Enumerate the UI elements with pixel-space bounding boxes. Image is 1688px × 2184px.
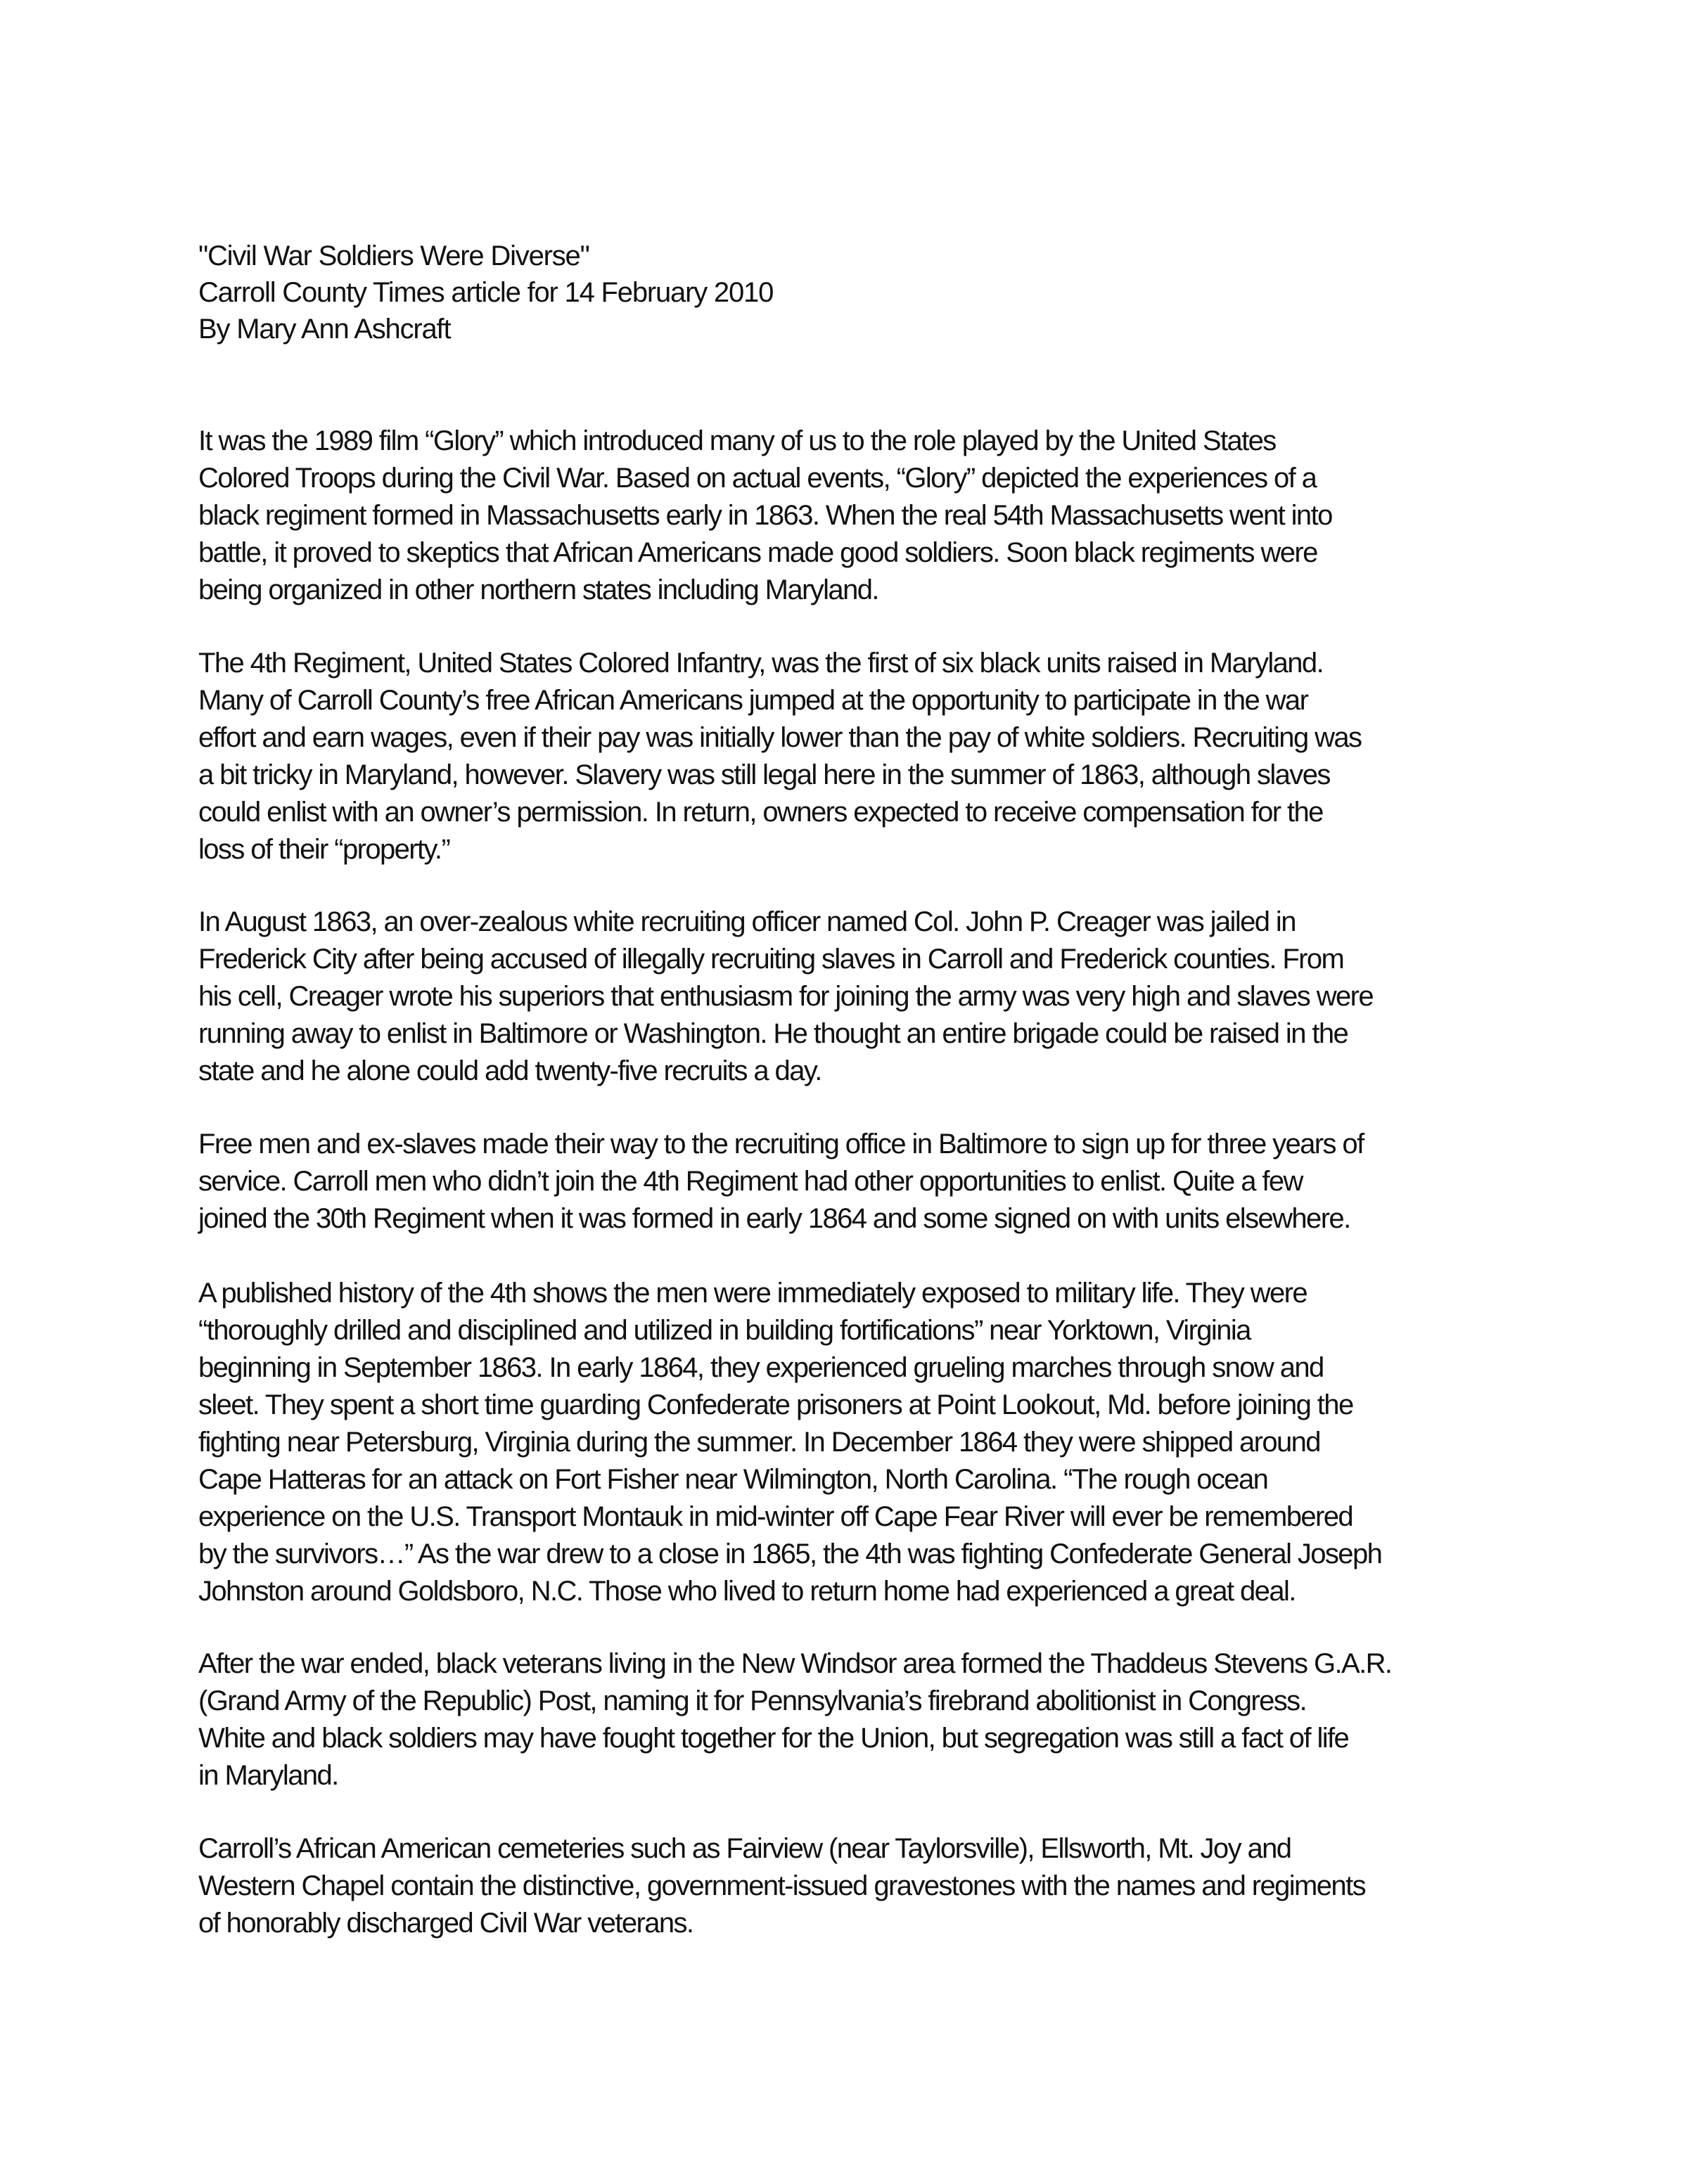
text-line: After the war ended, black veterans living in the New Windsor area formed the Thaddeus Stevens G.A.R. [198,1648,1392,1679]
text-line: service. Carroll men who didn’t join the 4th Regiment had other opportunities to enlist. Quite a few [198,1166,1303,1197]
text-line: battle, it proved to skeptics that African Americans made good soldiers. Soon black regiments were [198,537,1317,568]
paragraph-7 [198,1830,1535,1942]
text-line: beginning in September 1863. In early 1864, they experienced grueling marches through snow and [198,1352,1324,1383]
text-line: joined the 30th Regiment when it was formed in early 1864 and some signed on with units elsewhere. [198,1203,1350,1234]
paragraph-6 [198,1645,1535,1794]
text-line: fighting near Petersburg, Virginia during the summer. In December 1864 they were shipped around [198,1427,1320,1458]
article-header [198,238,773,347]
text-line: effort and earn wages, even if their pay was initially lower than the pay of white soldiers. Recruiting was [198,722,1362,753]
text-line: sleet. They spent a short time guarding Confederate prisoners at Point Lookout, Md. before joining the [198,1389,1353,1420]
text-line: his cell, Creager wrote his superiors that enthusiasm for joining the army was very high and slaves were [198,981,1373,1012]
text-line: A published history of the 4th shows the men were immediately exposed to military life. They were [198,1278,1307,1309]
paragraph-1 [198,423,1535,609]
paragraph-4 [198,1126,1535,1238]
text-line: Many of Carroll County’s free African Americans jumped at the opportunity to participate in the war [198,685,1308,716]
text-line: Johnston around Goldsboro, N.C. Those who lived to return home had experienced a great deal. [198,1576,1296,1607]
paragraph-2 [198,645,1535,868]
text-line: by the survivors…” As the war drew to a close in 1865, the 4th was fighting Confederate General Joseph [198,1539,1382,1569]
text-line: Carroll’s African American cemeteries such as Fairview (near Taylorsville), Ellsworth, Mt. Joy and [198,1833,1291,1864]
text-line: state and he alone could add twenty-five recruits a day. [198,1055,821,1086]
text-line: “thoroughly drilled and disciplined and utilized in building fortifications” near Yorktown, Virginia [198,1315,1251,1346]
article-title: "Civil War Soldiers Were Diverse" [198,240,589,271]
paragraph-3 [198,904,1535,1090]
text-line: of honorably discharged Civil War veterans. [198,1908,693,1939]
text-line: running away to enlist in Baltimore or Washington. He thought an entire brigade could be raised in the [198,1018,1348,1049]
byline: By Mary Ann Ashcraft [198,314,451,345]
text-line: White and black soldiers may have fought together for the Union, but segregation was still a fact of life [198,1723,1349,1754]
text-line: The 4th Regiment, United States Colored Infantry, was the first of six black units raised in Maryland. [198,648,1324,679]
text-line: experience on the U.S. Transport Montauk in mid-winter off Cape Fear River will ever be remembered [198,1501,1353,1532]
text-line: Colored Troops during the Civil War. Based on actual events, “Glory” depicted the experiences of a [198,463,1317,494]
text-line: in Maryland. [198,1760,338,1791]
text-line: being organized in other northern states including Maryland. [198,574,878,605]
publication-line: Carroll County Times article for 14 February 2010 [198,277,774,308]
paragraph-5 [198,1275,1535,1610]
text-line: Free men and ex-slaves made their way to the recruiting office in Baltimore to sign up for three years of [198,1129,1364,1160]
text-line: a bit tricky in Maryland, however. Slavery was still legal here in the summer of 1863, although slaves [198,759,1330,790]
text-line: Frederick City after being accused of illegally recruiting slaves in Carroll and Frederick counties. From [198,944,1344,975]
text-line: black regiment formed in Massachusetts early in 1863. When the real 54th Massachusetts went into [198,500,1332,531]
text-line: (Grand Army of the Republic) Post, naming it for Pennsylvania’s firebrand abolitionist in Congress. [198,1685,1307,1716]
text-line: In August 1863, an over-zealous white recruiting officer named Col. John P. Creager was jailed in [198,906,1296,937]
text-line: could enlist with an owner’s permission. In return, owners expected to receive compensation for the [198,797,1323,828]
text-line: Western Chapel contain the distinctive, government-issued gravestones with the names and regiments [198,1870,1365,1901]
text-line: It was the 1989 film “Glory” which introduced many of us to the role played by the United States [198,425,1276,456]
text-line: loss of their “property.” [198,834,450,865]
text-line: Cape Hatteras for an attack on Fort Fisher near Wilmington, North Carolina. “The rough ocean [198,1464,1268,1495]
